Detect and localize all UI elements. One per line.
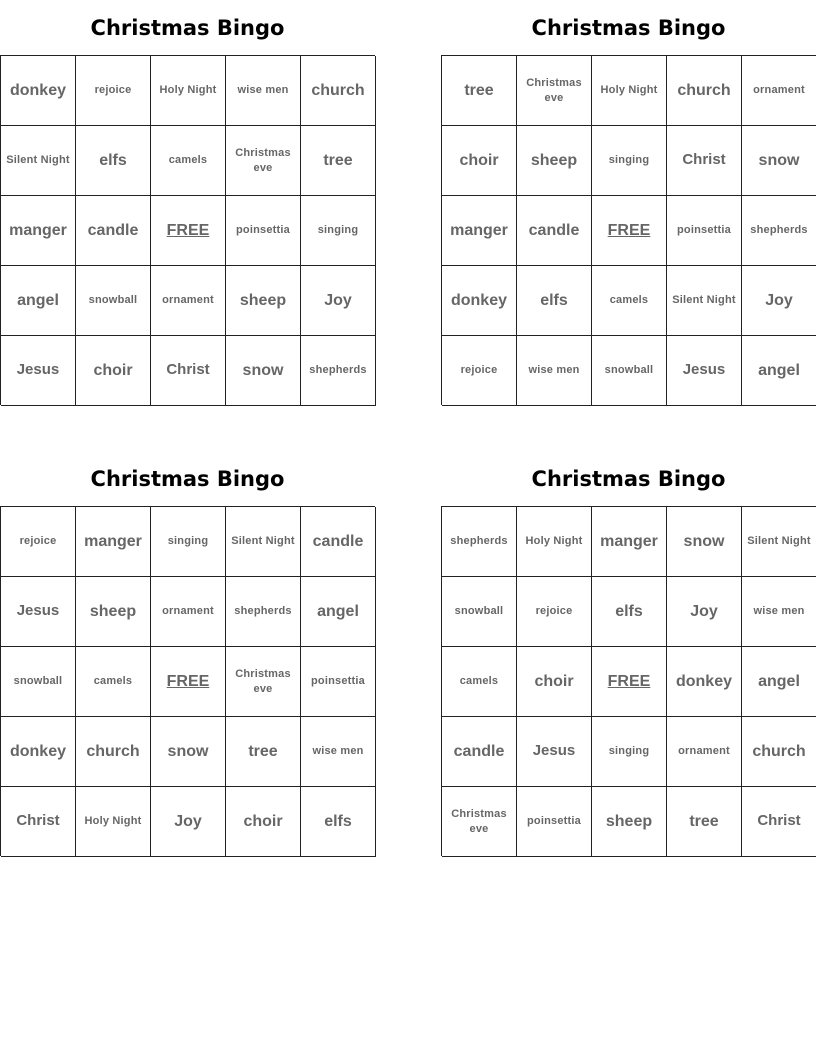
bingo-cell: snow — [667, 507, 742, 577]
bingo-cell: angel — [301, 577, 376, 647]
bingo-cell: camels — [592, 266, 667, 336]
bingo-cell: manger — [592, 507, 667, 577]
bingo-cell: sheep — [76, 577, 151, 647]
bingo-cell: camels — [151, 126, 226, 196]
bingo-cell: Silent Night — [226, 507, 301, 577]
bingo-cell: Holy Night — [76, 787, 151, 857]
bingo-cell: shepherds — [301, 336, 376, 406]
bingo-cell: tree — [226, 717, 301, 787]
bingo-cell: choir — [442, 126, 517, 196]
bingo-cell: ornament — [151, 266, 226, 336]
bingo-cell: Silent Night — [667, 266, 742, 336]
bingo-cell: singing — [592, 717, 667, 787]
bingo-free-space: FREE — [151, 196, 226, 266]
bingo-cell: Jesus — [517, 717, 592, 787]
bingo-cell: singing — [301, 196, 376, 266]
bingo-card-4 — [441, 451, 816, 856]
bingo-cell: snow — [742, 126, 816, 196]
bingo-cell: manger — [76, 507, 151, 577]
bingo-cell: snowball — [442, 577, 517, 647]
bingo-cell: choir — [76, 336, 151, 406]
bingo-card-3 — [0, 451, 375, 856]
bingo-cell: singing — [151, 507, 226, 577]
bingo-grid — [0, 55, 375, 405]
bingo-cell: Holy Night — [592, 56, 667, 126]
bingo-cell: elfs — [517, 266, 592, 336]
bingo-cell: Jesus — [1, 577, 76, 647]
bingo-cell: poinsettia — [226, 196, 301, 266]
bingo-cell: ornament — [151, 577, 226, 647]
bingo-free-space: FREE — [592, 196, 667, 266]
bingo-cell: Christmas eve — [517, 56, 592, 126]
bingo-cell: Joy — [301, 266, 376, 336]
bingo-card-2 — [441, 0, 816, 405]
bingo-cell: angel — [1, 266, 76, 336]
bingo-cell: snow — [151, 717, 226, 787]
card-title: Christmas Bingo — [90, 16, 285, 40]
bingo-free-space: FREE — [592, 647, 667, 717]
bingo-cell: sheep — [592, 787, 667, 857]
bingo-grid — [441, 506, 816, 856]
bingo-cell: manger — [1, 196, 76, 266]
bingo-cell: angel — [742, 647, 816, 717]
bingo-grid — [441, 55, 816, 405]
bingo-cell: camels — [442, 647, 517, 717]
bingo-cell: Christ — [1, 787, 76, 857]
bingo-cell: church — [667, 56, 742, 126]
bingo-cell: angel — [742, 336, 816, 406]
card-title: Christmas Bingo — [531, 467, 726, 491]
bingo-cell: tree — [442, 56, 517, 126]
bingo-cell: elfs — [76, 126, 151, 196]
bingo-cell: Jesus — [667, 336, 742, 406]
bingo-cell: rejoice — [76, 56, 151, 126]
bingo-cell: camels — [76, 647, 151, 717]
bingo-cell: Jesus — [1, 336, 76, 406]
bingo-cell: shepherds — [226, 577, 301, 647]
bingo-cell: Holy Night — [517, 507, 592, 577]
bingo-cell: donkey — [1, 56, 76, 126]
bingo-grid — [0, 506, 375, 856]
bingo-cell: donkey — [667, 647, 742, 717]
bingo-cell: sheep — [226, 266, 301, 336]
bingo-cell: wise men — [226, 56, 301, 126]
bingo-cell: shepherds — [742, 196, 816, 266]
bingo-cell: Christmas eve — [226, 647, 301, 717]
bingo-cell: candle — [517, 196, 592, 266]
bingo-cell: wise men — [301, 717, 376, 787]
bingo-cell: Joy — [667, 577, 742, 647]
bingo-cell: sheep — [517, 126, 592, 196]
bingo-cell: Silent Night — [1, 126, 76, 196]
bingo-cell: Joy — [742, 266, 816, 336]
bingo-cell: poinsettia — [301, 647, 376, 717]
bingo-cell: tree — [667, 787, 742, 857]
bingo-cell: donkey — [1, 717, 76, 787]
bingo-cell: poinsettia — [667, 196, 742, 266]
bingo-cell: church — [742, 717, 816, 787]
bingo-cell: candle — [442, 717, 517, 787]
bingo-cell: wise men — [517, 336, 592, 406]
bingo-cell: choir — [226, 787, 301, 857]
bingo-free-space: FREE — [151, 647, 226, 717]
bingo-cell: rejoice — [442, 336, 517, 406]
bingo-cell: Christ — [151, 336, 226, 406]
bingo-cell: candle — [76, 196, 151, 266]
bingo-cell: tree — [301, 126, 376, 196]
bingo-cell: elfs — [301, 787, 376, 857]
bingo-cell: Silent Night — [742, 507, 816, 577]
bingo-cell: ornament — [667, 717, 742, 787]
card-title: Christmas Bingo — [531, 16, 726, 40]
bingo-cell: Holy Night — [151, 56, 226, 126]
bingo-cell: Christmas eve — [226, 126, 301, 196]
bingo-cell: wise men — [742, 577, 816, 647]
bingo-cell: donkey — [442, 266, 517, 336]
bingo-cell: rejoice — [517, 577, 592, 647]
bingo-cell: church — [76, 717, 151, 787]
bingo-cell: snowball — [1, 647, 76, 717]
bingo-cell: Christ — [742, 787, 816, 857]
bingo-card-1 — [0, 0, 375, 405]
bingo-cell: manger — [442, 196, 517, 266]
bingo-cell: Joy — [151, 787, 226, 857]
bingo-cell: singing — [592, 126, 667, 196]
bingo-cell: Christ — [667, 126, 742, 196]
bingo-cell: choir — [517, 647, 592, 717]
bingo-cell: candle — [301, 507, 376, 577]
bingo-cell: snow — [226, 336, 301, 406]
bingo-cell: ornament — [742, 56, 816, 126]
bingo-cell: shepherds — [442, 507, 517, 577]
bingo-cell: Christmas eve — [442, 787, 517, 857]
bingo-cell: snowball — [76, 266, 151, 336]
bingo-cell: snowball — [592, 336, 667, 406]
bingo-cell: elfs — [592, 577, 667, 647]
card-title: Christmas Bingo — [90, 467, 285, 491]
bingo-cell: poinsettia — [517, 787, 592, 857]
bingo-cell: rejoice — [1, 507, 76, 577]
bingo-cell: church — [301, 56, 376, 126]
